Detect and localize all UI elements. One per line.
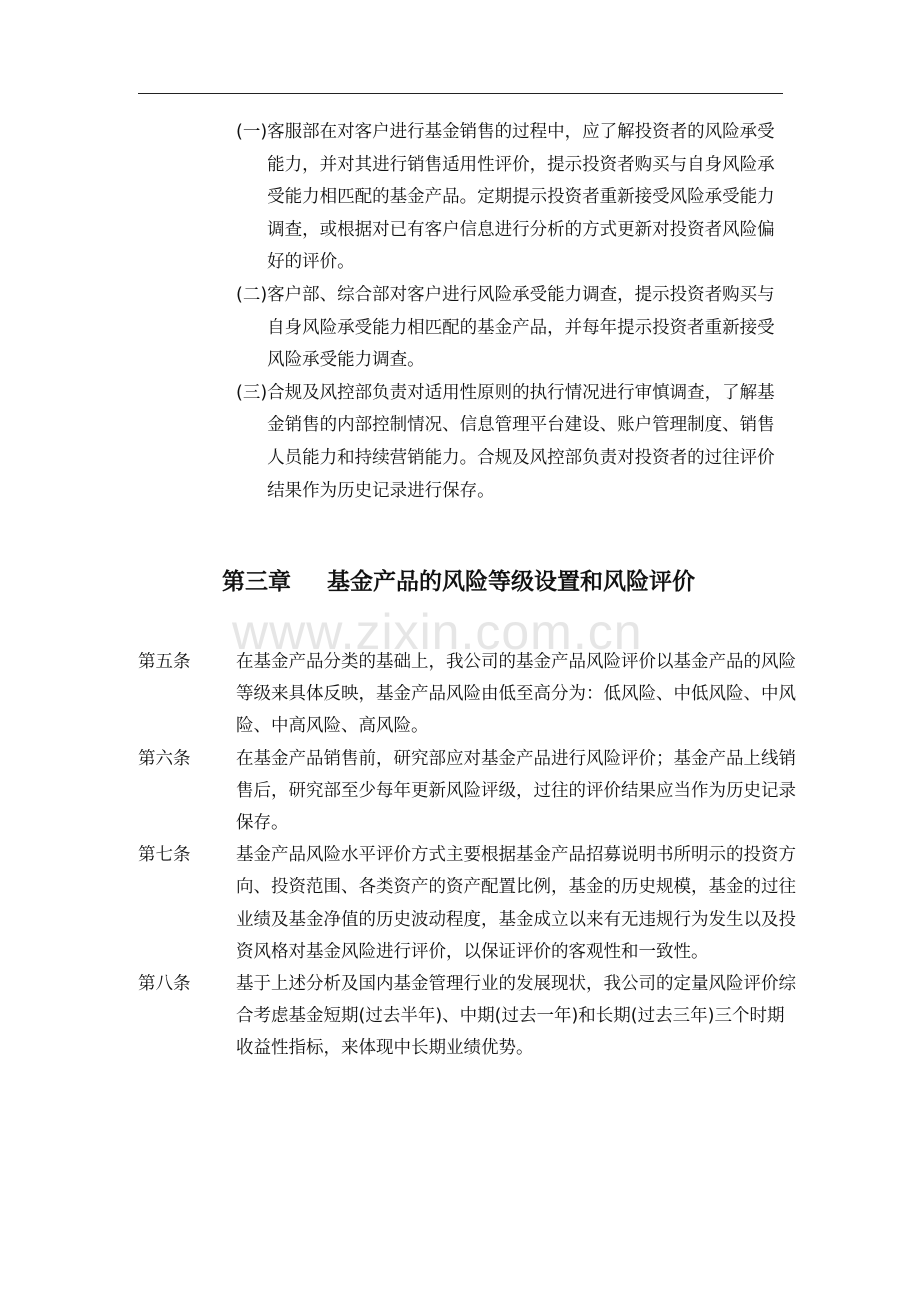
clause-text: 客户部、综合部对客户进行风险承受能力调查，提示投资者购买与自身风险承受能力相匹配的基金产品，并每年提示投资者重新接受风险承受能力调查。 [267, 284, 775, 371]
article-item [138, 646, 798, 743]
chapter-title: 基金产品的风险等级设置和风险评价 [327, 569, 695, 595]
watermark: www.zixin.com.cn [232, 604, 643, 660]
clause-number: (一) [236, 122, 268, 142]
article-number: 第五条 [138, 652, 191, 672]
clause-text: 合规及风控部负责对适用性原则的执行情况进行审慎调查，了解基金销售的内部控制情况、信息管理平台建设、账户管理制度、销售人员能力和持续营销能力。合规及风控部负责对投资者的过往评价结果作为历史记录进行保存。 [267, 382, 775, 501]
clause-number: (三) [236, 382, 268, 403]
header-rule [138, 93, 783, 94]
article-item [138, 839, 798, 968]
clause-item [236, 279, 784, 377]
article-number: 第七条 [138, 845, 191, 866]
article-text: 基金产品风险水平评价方式主要根据基金产品招募说明书所明示的投资方向、投资范围、各类资产的资产配置比例，基金的历史规模，基金的过往业绩及基金净值的历史波动程度，基金成立以来有无违规行为发生以及投资风格对基金风险进行评价，以保证评价的客观性和一致性。 [236, 845, 796, 962]
clause-item [236, 116, 784, 279]
article-list [138, 646, 798, 1065]
article-text: 在基金产品销售前，研究部应对基金产品进行风险评价；基金产品上线销售后，研究部至少每年更新风险评级，过往的评价结果应当作为历史记录保存。 [236, 748, 796, 834]
article-text: 在基金产品分类的基础上，我公司的基金产品风险评价以基金产品的风险等级来具体反映，基金产品风险由低至高分为：低风险、中低风险、中风险、中高风险、高风险。 [236, 652, 796, 737]
clause-text: 客服部在对客户进行基金销售的过程中，应了解投资者的风险承受能力，并对其进行销售适用性评价，提示投资者购买与自身风险承受能力相匹配的基金产品。定期提示投资者重新接受风险承受能力调查，或根据对已有客户信息进行分析的方式更新对投资者风险偏好的评价。 [267, 122, 775, 273]
chapter-number: 第三章 [222, 569, 291, 595]
clause-list [236, 116, 784, 507]
article-number: 第六条 [138, 748, 191, 769]
chapter-heading [222, 562, 695, 602]
article-text: 基于上述分析及国内基金管理行业的发展现状，我公司的定量风险评价综合考虑基金短期(过去半年)、中期(过去一年)和长期(过去三年)三个时期收益性指标，来体现中长期业绩优势。 [236, 974, 796, 1059]
article-number: 第八条 [138, 974, 191, 995]
clause-item [236, 377, 784, 507]
article-item [138, 743, 798, 840]
clause-number: (二) [236, 284, 268, 305]
article-item [138, 968, 798, 1065]
